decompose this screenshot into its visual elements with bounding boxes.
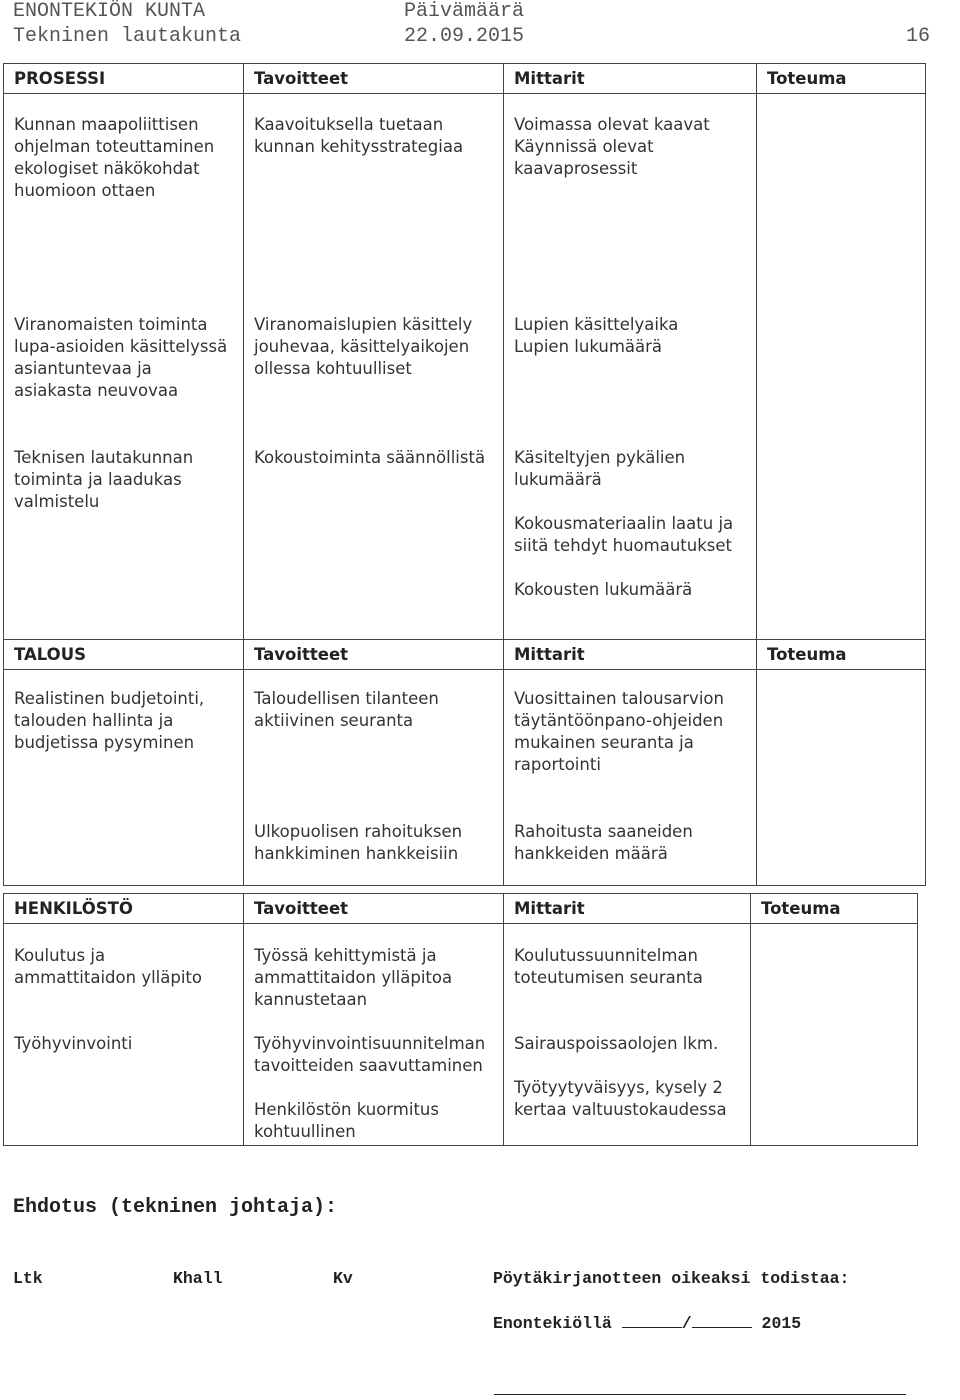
- metric-cell: Voimassa olevat kaavat Käynnissä olevat kaavaprosessit Lupien käsittelyaika Lupien lukumäärä Käsiteltyjen pykälien lukumäärä Kokousmateriaalin laatu ja siitä tehdyt huomautukset Kokousten lukumäärä: [504, 94, 757, 640]
- day-blank: [622, 1313, 682, 1328]
- table-header-row: [4, 894, 918, 924]
- table-row: [4, 924, 918, 1146]
- table-header-row: [4, 64, 926, 94]
- footer-ltk: Ltk: [13, 1269, 43, 1288]
- column-header: Tavoitteet: [244, 894, 504, 924]
- proposal-heading: Ehdotus (tekninen johtaja):: [13, 1196, 338, 1219]
- month-blank: [692, 1313, 752, 1328]
- goal-cell: Taloudellisen tilanteen aktiivinen seuranta Ulkopuolisen rahoituksen hankkiminen hankkeisiin: [244, 670, 504, 886]
- process-cell: Realistinen budjetointi, talouden hallinta ja budjetissa pysyminen: [4, 670, 244, 886]
- footer-khall: Khall: [173, 1269, 223, 1288]
- column-header: PROSESSI: [4, 64, 244, 94]
- signature-line: [494, 1394, 906, 1395]
- committee-name: Tekninen lautakunta: [13, 25, 242, 48]
- place-label: Enontekiöllä: [493, 1314, 612, 1333]
- process-finance-table: [3, 63, 926, 886]
- column-header: TALOUS: [4, 640, 244, 670]
- result-cell: [751, 924, 918, 1146]
- result-cell: [757, 94, 926, 640]
- certify-label: Pöytäkirjanotteen oikeaksi todistaa:: [493, 1269, 850, 1288]
- footer-kv: Kv: [333, 1269, 353, 1288]
- column-header: Toteuma: [757, 640, 926, 670]
- table-row: [4, 94, 926, 640]
- process-cell: Koulutus ja ammattitaidon ylläpito Työhyvinvointi: [4, 924, 244, 1146]
- column-header: Toteuma: [751, 894, 918, 924]
- table-row: [4, 670, 926, 886]
- table-header-row: [4, 640, 926, 670]
- personnel-table: [3, 893, 918, 1146]
- meeting-date: 22.09.2015: [404, 25, 525, 48]
- page-number: 16: [906, 25, 931, 48]
- column-header: Mittarit: [504, 64, 757, 94]
- goal-cell: Kaavoituksella tuetaan kunnan kehitysstrategiaa Viranomaislupien käsittely jouhevaa, käsittelyaikojen ollessa kohtuulliset Kokoustoiminta säännöllistä: [244, 94, 504, 640]
- process-cell: Kunnan maapoliittisen ohjelman toteuttaminen ekologiset näkökohdat huomioon ottaen Viranomaisten toiminta lupa-asioiden käsittelyssä asiantuntevaa ja asiakasta neuvovaa Teknisen lautakunnan toiminta ja laadukas valmistelu: [4, 94, 244, 640]
- date-slash: /: [681, 1314, 692, 1333]
- column-header: Tavoitteet: [244, 64, 504, 94]
- column-header: Mittarit: [504, 640, 757, 670]
- metric-cell: Koulutussuunnitelman toteutumisen seuranta Sairauspoissaolojen lkm. Työtyytyväisyys, kysely 2 kertaa valtuustokaudessa: [504, 924, 751, 1146]
- result-cell: [757, 670, 926, 886]
- goal-cell: Työssä kehittymistä ja ammattitaidon ylläpitoa kannustetaan Työhyvinvointisuunnitelman tavoitteiden saavuttaminen Henkilöstön kuormitus kohtuullinen: [244, 924, 504, 1146]
- signature-date-line: [493, 1313, 801, 1333]
- year: 2015: [761, 1314, 802, 1333]
- date-label: Päivämäärä: [404, 0, 525, 23]
- column-header: Tavoitteet: [244, 640, 504, 670]
- column-header: Toteuma: [757, 64, 926, 94]
- column-header: Mittarit: [504, 894, 751, 924]
- municipality-name: ENONTEKIÖN KUNTA: [13, 0, 206, 23]
- metric-cell: Vuosittainen talousarvion täytäntöönpano-ohjeiden mukainen seuranta ja raportointi Rahoitusta saaneiden hankkeiden määrä: [504, 670, 757, 886]
- column-header: HENKILÖSTÖ: [4, 894, 244, 924]
